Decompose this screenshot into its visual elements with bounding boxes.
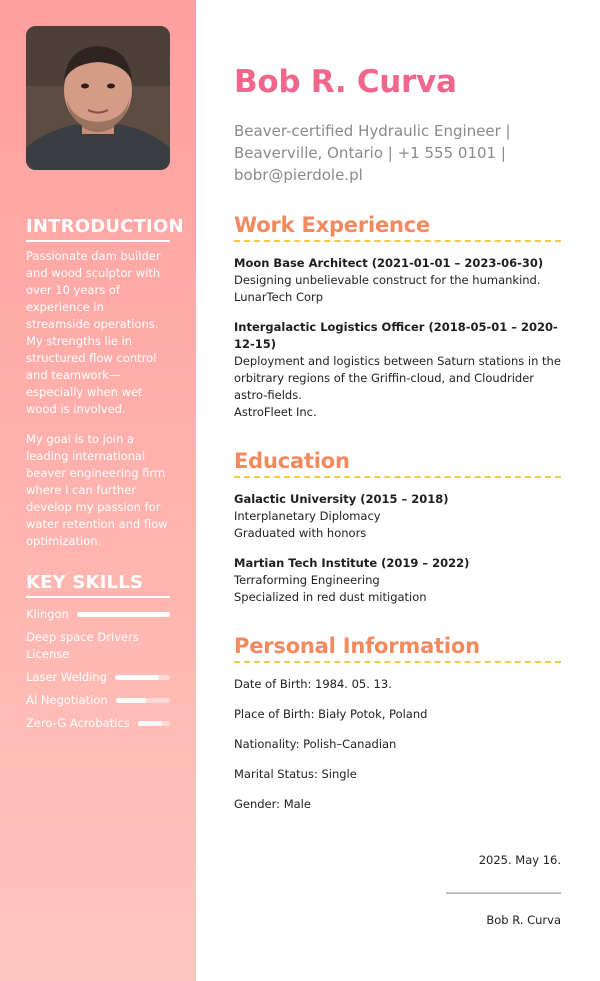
education-entry-title: Martian Tech Institute (2019 – 2022) <box>234 556 470 570</box>
skills-list <box>26 606 170 732</box>
work-entry-title: Intergalactic Logistics Officer (2018-05-01 – 2020-12-15) <box>234 320 558 351</box>
section-title: Work Experience <box>234 212 561 242</box>
education-entry <box>234 555 561 606</box>
work-entry <box>234 255 561 306</box>
skill-level-bar <box>138 721 170 726</box>
skill-label: Zero-G Acrobatics <box>26 716 130 730</box>
skill-label: AI Negotiation <box>26 693 108 707</box>
work-entry <box>234 319 561 421</box>
work-entry-org: LunarTech Corp <box>234 290 324 304</box>
profile-photo <box>26 26 170 170</box>
section-title: Education <box>234 448 561 478</box>
contact-line: Beaver-certified Hydraulic Engineer | Beaverville, Ontario | +1 555 0101 | bobr@pierdole.pl <box>234 122 511 184</box>
work-entry-description: Designing unbelievable construct for the humankind. <box>234 273 541 287</box>
work-entry-description: Deployment and logistics between Saturn stations in the orbitrary regions of the Griffin-cloud, and Cloudrider astro-fields. <box>234 354 561 402</box>
personal-info-line: Gender: Male <box>234 797 311 811</box>
skill-level-fill <box>77 612 170 617</box>
personal-info-line: Place of Birth: Biały Potok, Poland <box>234 707 428 721</box>
introduction-paragraph: My goal is to join a leading international beaver engineering firm where I can further develop my passion for water retention and flow optimization. <box>26 432 168 548</box>
education-entry-note: Specialized in red dust mitigation <box>234 590 427 604</box>
skill-label: Deep space Drivers License <box>26 630 139 661</box>
skill-item <box>26 715 170 732</box>
personal-information-section <box>234 633 561 813</box>
candidate-name: Bob R. Curva <box>234 64 457 100</box>
skill-level-fill <box>138 721 162 726</box>
skill-label: Klingon <box>26 607 69 621</box>
signature-name: Bob R. Curva <box>486 913 561 927</box>
personal-info-line: Marital Status: Single <box>234 767 357 781</box>
education-entry-note: Graduated with honors <box>234 526 367 540</box>
skill-level-bar <box>116 698 170 703</box>
introduction-paragraph: Passionate dam builder and wood sculptor with over 10 years of experience in streamside operations. My strengths lie in structured flow control and teamwork—especially when wet wood is involved. <box>26 249 161 416</box>
introduction-heading: INTRODUCTION <box>26 216 170 242</box>
skill-item <box>26 669 170 686</box>
section-title: Personal Information <box>234 633 561 663</box>
work-entry-org: AstroFleet Inc. <box>234 405 317 419</box>
key-skills-heading: KEY SKILLS <box>26 572 170 598</box>
sidebar <box>0 0 196 981</box>
education-section <box>234 448 561 606</box>
skill-item <box>26 606 170 623</box>
education-entry-field: Terraforming Engineering <box>234 573 380 587</box>
personal-info-line: Date of Birth: 1984. 05. 13. <box>234 677 392 691</box>
skill-item <box>26 629 170 663</box>
skill-level-bar <box>115 675 170 680</box>
work-entry-title: Moon Base Architect (2021-01-01 – 2023-06-30) <box>234 256 544 270</box>
education-entry-title: Galactic University (2015 – 2018) <box>234 492 449 506</box>
education-entry <box>234 491 561 542</box>
signature-line: ____________________ <box>446 880 561 894</box>
skill-level-fill <box>115 675 159 680</box>
skill-label: Laser Welding <box>26 670 107 684</box>
work-experience-section <box>234 212 561 421</box>
education-entry-field: Interplanetary Diplomacy <box>234 509 381 523</box>
skill-level-bar <box>77 612 170 617</box>
avatar-icon <box>26 26 170 170</box>
skill-level-fill <box>116 698 146 703</box>
signature-date: 2025. May 16. <box>478 853 561 867</box>
skill-item <box>26 692 170 709</box>
personal-info-line: Nationality: Polish–Canadian <box>234 737 397 751</box>
